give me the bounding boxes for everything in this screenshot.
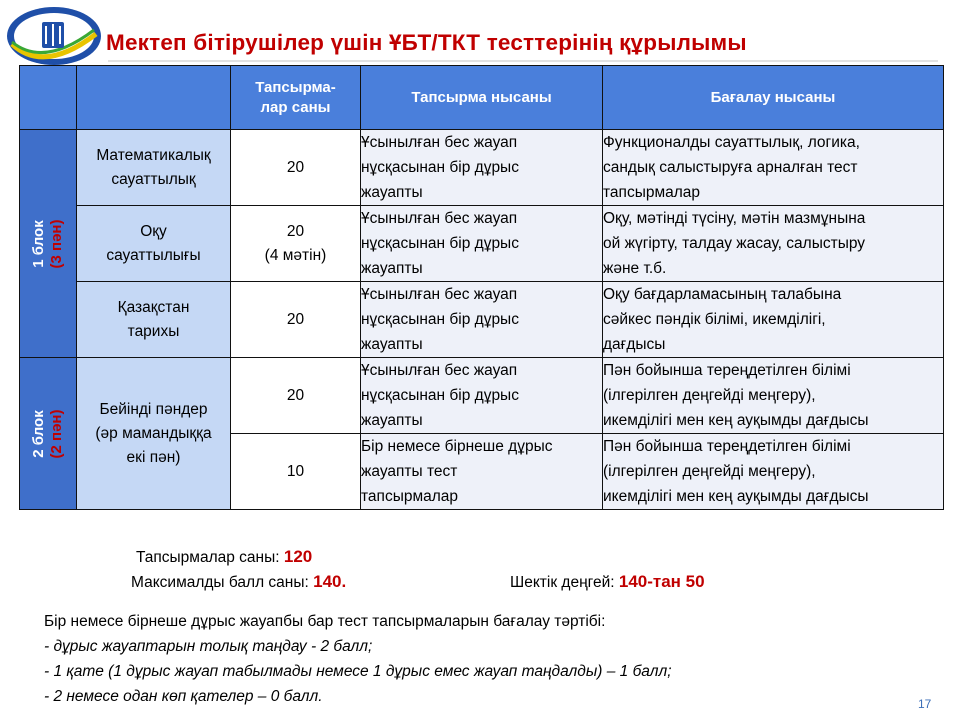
- cell-text: 10: [286, 462, 305, 480]
- cell-text: Пән бойынша тереңдетілген білімі (ілгерілген деңгейді меңгеру), икемділігі мен кең ауқымды дағдысы: [603, 362, 869, 429]
- rules-item: - дұрыс жауаптарын толық таңдау - 2 балл;: [44, 638, 373, 655]
- cell-text: Ұсынылған бес жауап нұсқасынан бір дұрыс жауапты: [361, 286, 519, 353]
- header-assessment-form: Бағалау нысаны: [603, 66, 944, 130]
- header-blank-cell: [20, 66, 77, 130]
- assessment-cell: [603, 358, 944, 434]
- cell-text: Оқу сауаттылығы: [106, 222, 201, 264]
- task-count-cell: [231, 206, 361, 282]
- cell-text: 20: [286, 386, 305, 404]
- summary-threshold-value: 140-тан 50: [618, 572, 705, 591]
- task-form-cell: [361, 282, 603, 358]
- test-structure-table: [19, 65, 944, 510]
- task-form-cell: [361, 130, 603, 206]
- subject-cell: [77, 358, 231, 510]
- header-blank-cell: [77, 66, 231, 130]
- task-form-cell: [361, 434, 603, 510]
- task-form-cell: [361, 206, 603, 282]
- table-header-row: [20, 66, 944, 130]
- subject-cell: [77, 282, 231, 358]
- title-divider: [108, 60, 938, 62]
- block-2-label-cell: [20, 358, 77, 510]
- rules-heading: Бір немесе бірнеше дұрыс жауапбы бар тест тапсырмаларын бағалау тәртібі:: [44, 613, 606, 630]
- cell-text: Оқу, мәтінді түсіну, мәтін мазмұнына ой жүгірту, талдау жасау, салыстыру және т.б.: [603, 210, 866, 277]
- cell-text: Тапсырма- лар саны: [255, 78, 336, 116]
- block-sublabel: (3 пән): [48, 219, 65, 268]
- summary-max-score: [131, 572, 346, 592]
- subject-cell: [77, 206, 231, 282]
- book-logo-icon: [4, 4, 102, 68]
- table-row: [20, 358, 944, 434]
- block-1-label-cell: [20, 130, 77, 358]
- cell-text: Бейінді пәндер (әр мамандыққа екі пән): [95, 400, 212, 466]
- scoring-rules: [44, 609, 672, 709]
- cell-text: Пән бойынша тереңдетілген білімі (ілгерілген деңгейді меңгеру), икемділігі мен кең ауқымды дағдысы: [603, 438, 869, 505]
- summary-tasks: [136, 547, 312, 567]
- summary-tasks-label: Тапсырмалар саны:: [136, 549, 280, 566]
- cell-text: 20 (4 мәтін): [264, 222, 327, 264]
- assessment-cell: [603, 206, 944, 282]
- table-row: [20, 282, 944, 358]
- cell-text: Бір немесе бірнеше дұрыс жауапты тест тапсырмалар: [361, 438, 553, 505]
- cell-text: 20: [286, 310, 305, 328]
- block-label: 1 блок: [30, 219, 47, 268]
- cell-text: Функционалды сауаттылық, логика, сандық салыстыруға арналған тест тапсырмалар: [603, 134, 860, 201]
- cell-text: Оқу бағдарламасының талабына сәйкес пәндік білімі, икемділігі, дағдысы: [603, 286, 842, 353]
- rules-item: - 1 қате (1 дұрыс жауап табылмады немесе 1 дұрыс емес жауап таңдалды) – 1 балл;: [44, 663, 672, 680]
- summary-max-value: 140.: [313, 572, 347, 591]
- task-count-cell: [231, 282, 361, 358]
- task-count-cell: [231, 130, 361, 206]
- cell-text: Ұсынылған бес жауап нұсқасынан бір дұрыс жауапты: [361, 134, 519, 201]
- rules-item: - 2 немесе одан көп қателер – 0 балл.: [44, 688, 323, 705]
- assessment-cell: [603, 282, 944, 358]
- summary-threshold-label: Шектік деңгей:: [510, 574, 615, 591]
- cell-text: Ұсынылған бес жауап нұсқасынан бір дұрыс жауапты: [361, 210, 519, 277]
- assessment-cell: [603, 130, 944, 206]
- subject-cell: [77, 130, 231, 206]
- task-count-cell: [231, 358, 361, 434]
- task-count-cell: [231, 434, 361, 510]
- block-sublabel: (2 пән): [48, 409, 65, 458]
- summary-max-label: Максималды балл саны:: [131, 574, 309, 591]
- block-label: 2 блок: [30, 409, 47, 458]
- page-number: 17: [918, 697, 932, 711]
- header-task-count: [231, 66, 361, 130]
- summary-threshold: [510, 572, 705, 592]
- header-task-form: Тапсырма нысаны: [361, 66, 603, 130]
- cell-text: Қазақстан тарихы: [117, 298, 190, 340]
- assessment-cell: [603, 434, 944, 510]
- task-form-cell: [361, 358, 603, 434]
- cell-text: Ұсынылған бес жауап нұсқасынан бір дұрыс жауапты: [361, 362, 519, 429]
- cell-text: Математикалық сауаттылық: [96, 146, 211, 188]
- table-row: [20, 206, 944, 282]
- table-row: [20, 130, 944, 206]
- summary-tasks-value: 120: [283, 547, 313, 566]
- cell-text: 20: [286, 158, 305, 176]
- page-title: Мектеп бітірушілер үшін ҰБТ/ТКТ тесттерінің құрылымы: [106, 30, 747, 55]
